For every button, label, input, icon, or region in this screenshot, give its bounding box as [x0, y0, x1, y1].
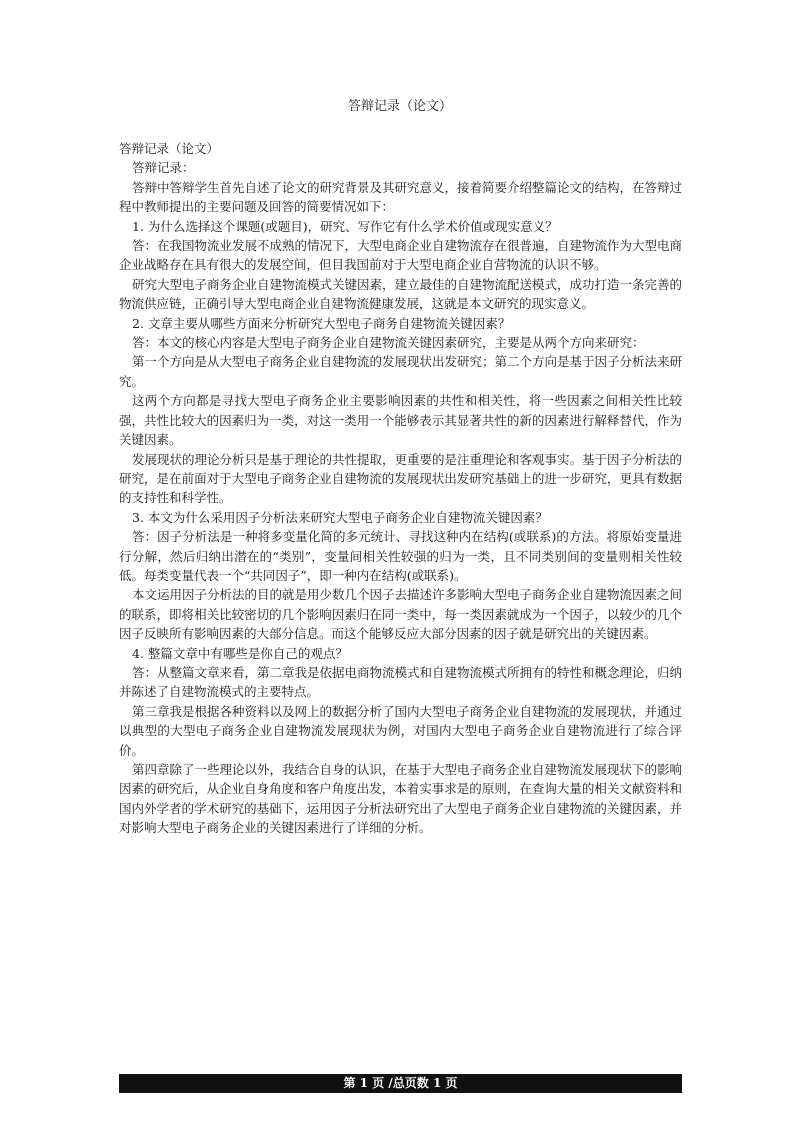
paragraph-record-label: 答辩记录：	[132, 160, 195, 176]
answer-2-part-4: 发展现状的理论分析只是基于理论的共性提取，更重要的是注重理论和客观事实。基于因子分析法的研究，是在前面对于大型电子商务企业自建物流的发展现状出发研究基础上的进一步研究，更具有数据的支持性和科学性。	[119, 451, 683, 506]
question-3: 3. 本文为什么采用因子分析法来研究大型电子商务企业自建物流关键因素？	[132, 509, 548, 525]
page-title: 答辩记录（论文）	[347, 99, 452, 114]
page-footer: 第 1 页 /总页数 1 页	[119, 1074, 682, 1093]
document-body	[119, 139, 682, 838]
answer-2-part-2: 第一个方向是从大型电子商务企业自建物流的发展现状出发研究；第二个方向是基于因子分析法来研究。	[119, 354, 683, 389]
answer-4-part-2: 第三章我是根据各种资料以及网上的数据分析了国内大型电子商务企业自建物流的发展现状，并通过以典型的大型电子商务企业自建物流发展现状为例，对国内大型电子商务企业自建物流进行了综合评价。	[119, 703, 683, 758]
question-4: 4. 整篇文章中有哪些是你自己的观点？	[132, 645, 348, 661]
answer-1-part-1: 答：在我国物流业发展不成熟的情况下，大型电商企业自建物流存在很普遍，自建物流作为大型电商企业战略存在具有很大的发展空间，但目我国前对于大型电商企业自营物流的认识不够。	[119, 238, 683, 273]
paragraph-intro: 答辩中答辩学生首先自述了论文的研究背景及其研究意义，接着简要介绍整篇论文的结构，在答辩过程中教师提出的主要问题及回答的简要情况如下：	[119, 179, 683, 215]
answer-3-part-1: 答：因子分析法是一种将多变量化简的多元统计、寻找这种内在结构(或联系)的方法。将原始变量进行分解，然后归纳出潜在的“类别”，变量间相关性较强的归为一类，且不同类别间的变量则相关性较低。每类变量代表一个“共同因子”，即一种内在结构(或联系)。	[119, 529, 682, 583]
answer-1-part-2: 研究大型电子商务企业自建物流模式关键因素，建立最佳的自建物流配送模式，成功打造一条完善的物流供应链，正确引导大型电商企业自建物流健康发展，这就是本文研究的现实意义。	[119, 276, 683, 312]
paragraph-heading: 答辩记录（论文）	[119, 141, 220, 156]
question-1: 1. 为什么选择这个课题(或题目)，研究、写作它有什么学术价值或现实意义？	[132, 218, 558, 234]
answer-2-part-3: 这两个方向都是寻找大型电子商务企业主要影响因素的共性和相关性，将一些因素之间相关性比较强，共性比较大的因素归为一类，对这一类用一个能够表示其显著共性的新的因素进行解释替代，作为关键因素。	[119, 393, 682, 448]
question-2: 2. 文章主要从哪些方面来分析研究大型电子商务自建物流关键因素？	[132, 315, 511, 331]
answer-2-part-1: 答：本文的核心内容是大型电子商务企业自建物流关键因素研究，主要是从两个方向来研究：	[132, 335, 645, 351]
answer-4-part-1: 答：从整篇文章来看，第二章我是依据电商物流模式和自建物流模式所拥有的特性和概念理论，归纳并陈述了自建物流模式的主要特点。	[119, 664, 683, 700]
answer-4-part-3: 第四章除了一些理论以外，我结合自身的认识，在基于大型电子商务企业自建物流发展现状下的影响因素的研究后，从企业自身角度和客户角度出发，本着实事求是的原则，在查询大量的相关文献资料和国内外学者的学术研究的基础下，运用因子分析法研究出了大型电子商务企业自建物流的关键因素，并对影响大型电子商务企业的关键因素进行了详细的分析。	[119, 762, 683, 836]
answer-3-part-2: 本文运用因子分析法的目的就是用少数几个因子去描述许多影响大型电子商务企业自建物流因素之间的联系，即将相关比较密切的几个影响因素归在同一类中，每一类因素就成为一个因子，以较少的几个因子反映所有影响因素的大部分信息。而这个能够反应大部分因素的因子就是研究出的关键因素。	[119, 587, 683, 642]
